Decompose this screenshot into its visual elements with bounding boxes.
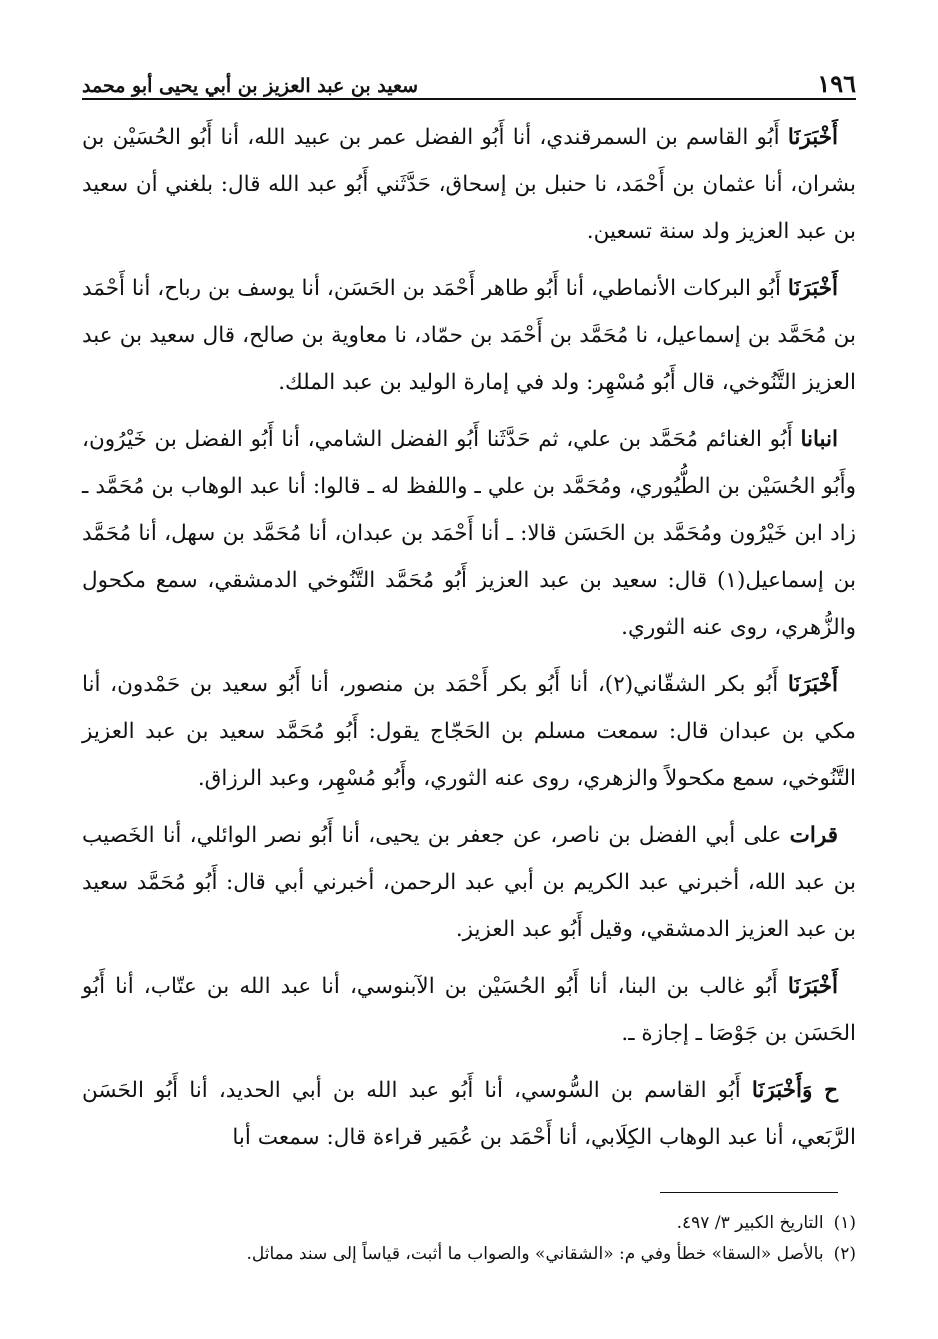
paragraph [82, 812, 856, 953]
paragraph-text: أَبُو البركات الأنماطي، أنا أَبُو طاهر أَحْمَد بن الحَسَن، أنا يوسف بن رباح، أنا أَحْمَد بن مُحَمَّد بن إسماعيل، نا مُحَمَّد بن أَحْمَد بن حمّاد، نا معاوية بن صالح، قال سعيد بن عبد العزيز التَّنُوخي، قال أَبُو مُسْهِر: ولد في إمارة الوليد بن عبد الملك. [82, 276, 856, 395]
paragraph-lead: انبانا [800, 427, 838, 452]
paragraph-lead: أَخْبَرَنَا [787, 974, 838, 999]
paragraph [82, 1067, 856, 1161]
paragraph [82, 416, 856, 651]
paragraph [82, 114, 856, 255]
paragraph [82, 265, 856, 406]
paragraph-text: أَبُو الغنائم مُحَمَّد بن علي، ثم حَدَّثَنا أَبُو الفضل الشامي، أنا أَبُو الفضل بن خَيْرُون، وأَبُو الحُسَيْن بن الطُّيُوري، ومُحَمَّد بن علي ـ واللفظ له ـ قالوا: أنا عبد الوهاب بن مُحَمَّد ـ زاد ابن خَيْرُون ومُحَمَّد بن الحَسَن قالا: ـ أنا أَحْمَد بن عبدان، أنا مُحَمَّد بن سهل، أنا مُحَمَّد بن إسماعيل(١) قال: سعيد بن عبد العزيز أَبُو مُحَمَّد التَّنُوخي الدمشقي، سمع مكحول والزُّهري، روى عنه الثوري. [82, 427, 857, 640]
paragraph [82, 661, 856, 802]
page-header [82, 62, 856, 96]
main-text [82, 114, 856, 1171]
footnotes [82, 1208, 856, 1270]
paragraph-lead: أَخْبَرَنَا [787, 672, 838, 697]
running-title: سعيد بن عبد العزيز بن أبي يحيى أبو محمد [82, 75, 419, 97]
paragraph-text: أَبُو غالب بن البنا، أنا أَبُو الحُسَيْن بن الآبنوسي، أنا عبد الله بن عتّاب، أنا أَبُو الحَسَن بن جَوْصَا ـ إجازة ـ. [82, 974, 856, 1046]
paragraph-lead: ح وَأَخْبَرَنَا [751, 1078, 838, 1103]
footnote-text: التاريخ الكبير ٣/ ٤٩٧. [676, 1213, 824, 1233]
paragraph-lead: أَخْبَرَنَا [787, 276, 838, 301]
header-rule [82, 98, 856, 100]
paragraph-lead: أَخْبَرَنَا [787, 125, 838, 150]
paragraph [82, 963, 856, 1057]
paragraph-lead: قرات [789, 823, 838, 848]
footnote [82, 1208, 856, 1239]
footnote-number: (١) [833, 1213, 856, 1233]
paragraph-text: أَبُو القاسم بن السمرقندي، أنا أَبُو الفضل عمر بن عبيد الله، أنا أَبُو الحُسَيْن بن بشران، أنا عثمان بن أَحْمَد، نا حنبل بن إسحاق، حَدَّثَني أَبُو عبد الله قال: بلغني أن سعيد بن عبد العزيز ولد سنة تسعين. [82, 125, 856, 244]
paragraph-text: أَبُو القاسم بن السُّوسي، أنا أَبُو عبد الله بن أبي الحديد، أنا أَبُو الحَسَن الرَّبَعي، أنا عبد الوهاب الكِلَابي، أنا أَحْمَد بن عُمَير قراءة قال: سمعت أبا [82, 1078, 856, 1150]
footnote-text: بالأصل «السقا» خطأ وفي م: «الشقاني» والصواب ما أثبت، قياساً إلى سند مماثل. [246, 1244, 824, 1264]
paragraph-text: على أبي الفضل بن ناصر، عن جعفر بن يحيى، أنا أَبُو نصر الوائلي، أنا الخَصيب بن عبد الله، أخبرني عبد الكريم بن أبي عبد الرحمن، أخبرني أبي قال: أَبُو مُحَمَّد سعيد بن عبد العزيز الدمشقي، وقيل أَبُو عبد العزيز. [82, 823, 856, 942]
footnote [82, 1239, 856, 1270]
footnote-number: (٢) [833, 1244, 856, 1264]
paragraph-text: أَبُو بكر الشقّاني(٢)، أنا أَبُو بكر أَحْمَد بن منصور، أنا أَبُو سعيد بن حَمْدون، أنا مكي بن عبدان قال: سمعت مسلم بن الحَجّاج يقول: أَبُو مُحَمَّد سعيد بن عبد العزيز التَّنُوخي، سمع مكحولاً والزهري، روى عنه الثوري، وأَبُو مُسْهِر، وعبد الرزاق. [82, 672, 856, 791]
page-number: ١٩٦ [817, 69, 856, 98]
footnote-rule [660, 1192, 838, 1193]
